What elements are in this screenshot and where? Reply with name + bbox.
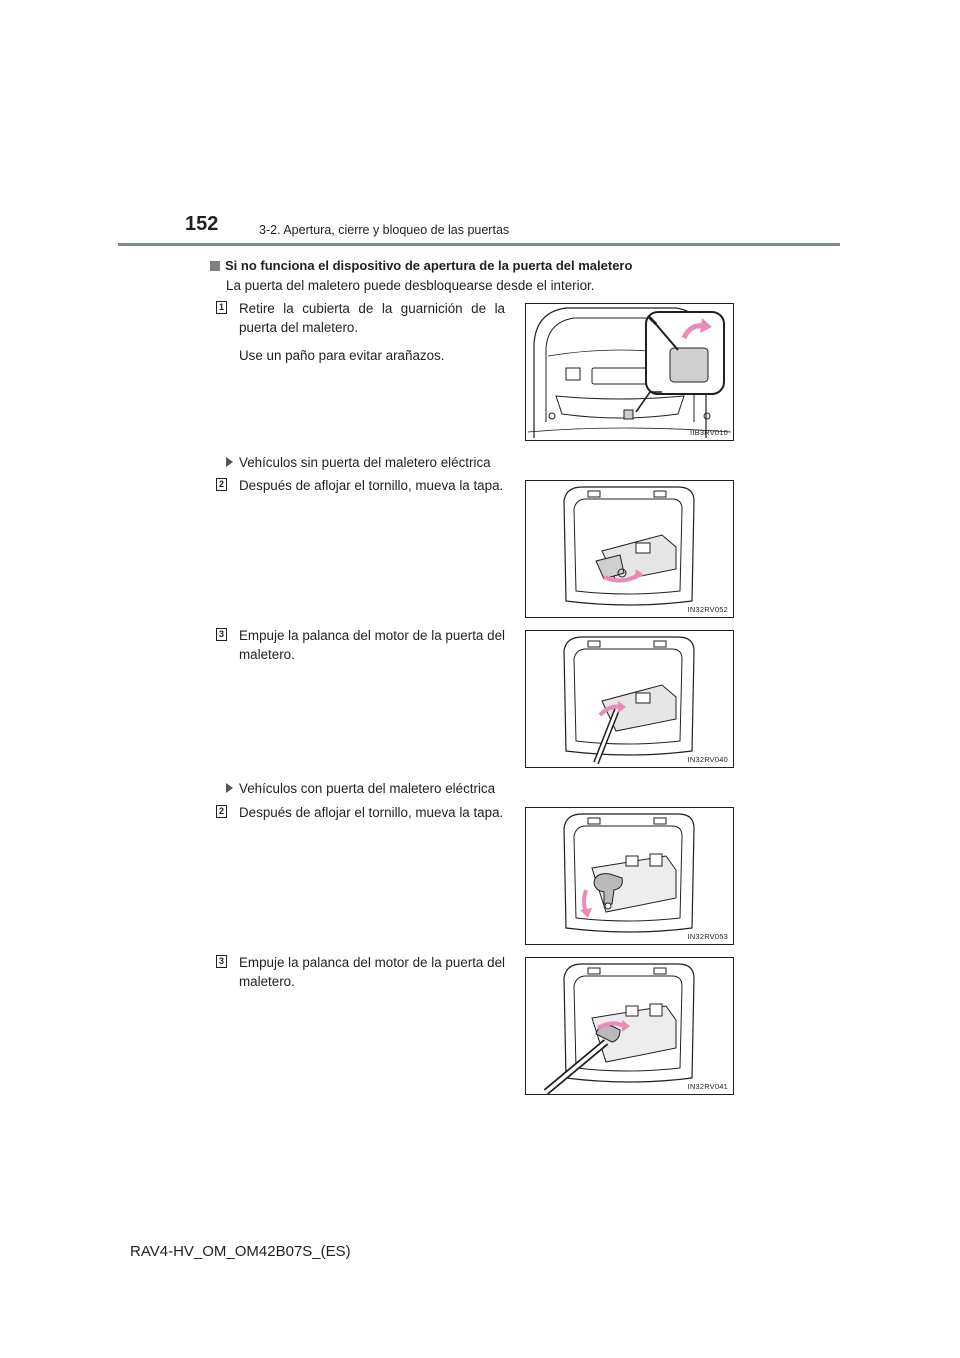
square-bullet-icon (210, 261, 220, 271)
step-note: Use un paño para evitar arañazos. (239, 348, 445, 363)
figure-motor-lever (525, 630, 734, 768)
latch-cover-illustration (526, 481, 733, 617)
section-heading (210, 258, 632, 273)
step-2-power-text (239, 803, 505, 822)
footer-model-code: RAV4-HV_OM_OM42B07S_(ES) (130, 1243, 351, 1260)
page-number: 152 (185, 213, 219, 235)
figure-code: IIB3RV010 (690, 428, 728, 437)
section-heading-text: Si no funciona el dispositivo de apertura de la puerta del maletero (225, 258, 633, 273)
figure-code: IN32RV041 (687, 1082, 728, 1091)
step-1-text (239, 299, 505, 365)
section-intro: La puerta del maletero puede desbloquearse desde el interior. (226, 278, 595, 293)
figure-cover-screw (525, 480, 734, 618)
step-2-text (239, 476, 505, 495)
figure-motor-lever-power (525, 957, 734, 1095)
vehicle-note-without-power (226, 455, 491, 470)
vehicle-note-text: Vehículos con puerta del maletero eléctrica (239, 781, 496, 796)
motor-lever-power-illustration (526, 958, 733, 1094)
figure-code: IN32RV052 (687, 605, 728, 614)
step-3-text (239, 626, 505, 664)
figure-cover-screw-power (525, 807, 734, 945)
section-title: 3-2. Apertura, cierre y bloqueo de las puertas (259, 223, 510, 237)
triangle-bullet-icon (226, 783, 233, 793)
step-number-badge: 1 (216, 301, 227, 314)
vehicle-note-with-power (226, 781, 495, 796)
figure-code: IN32RV053 (687, 932, 728, 941)
motor-lever-illustration (526, 631, 733, 767)
latch-cover-power-illustration (526, 808, 733, 944)
tailgate-illustration (526, 304, 733, 440)
step-number-badge: 2 (216, 478, 227, 491)
step-instruction: Después de aflojar el tornillo, mueva la tapa. (239, 478, 504, 493)
header-rule (118, 243, 840, 246)
step-instruction: Empuje la palanca del motor de la puerta del maletero. (239, 955, 505, 989)
triangle-bullet-icon (226, 457, 233, 467)
step-instruction: Retire la cubierta de la guarnición de la puerta del maletero. (239, 301, 505, 335)
step-instruction: Después de aflojar el tornillo, mueva la tapa. (239, 805, 504, 820)
step-number-badge: 2 (216, 805, 227, 818)
step-number-badge: 3 (216, 955, 227, 968)
figure-trim-cover (525, 303, 734, 441)
figure-code: IN32RV040 (687, 755, 728, 764)
step-number-badge: 3 (216, 628, 227, 641)
step-3-power-text (239, 953, 505, 991)
step-instruction: Empuje la palanca del motor de la puerta del maletero. (239, 628, 505, 662)
vehicle-note-text: Vehículos sin puerta del maletero eléctrica (239, 455, 491, 470)
